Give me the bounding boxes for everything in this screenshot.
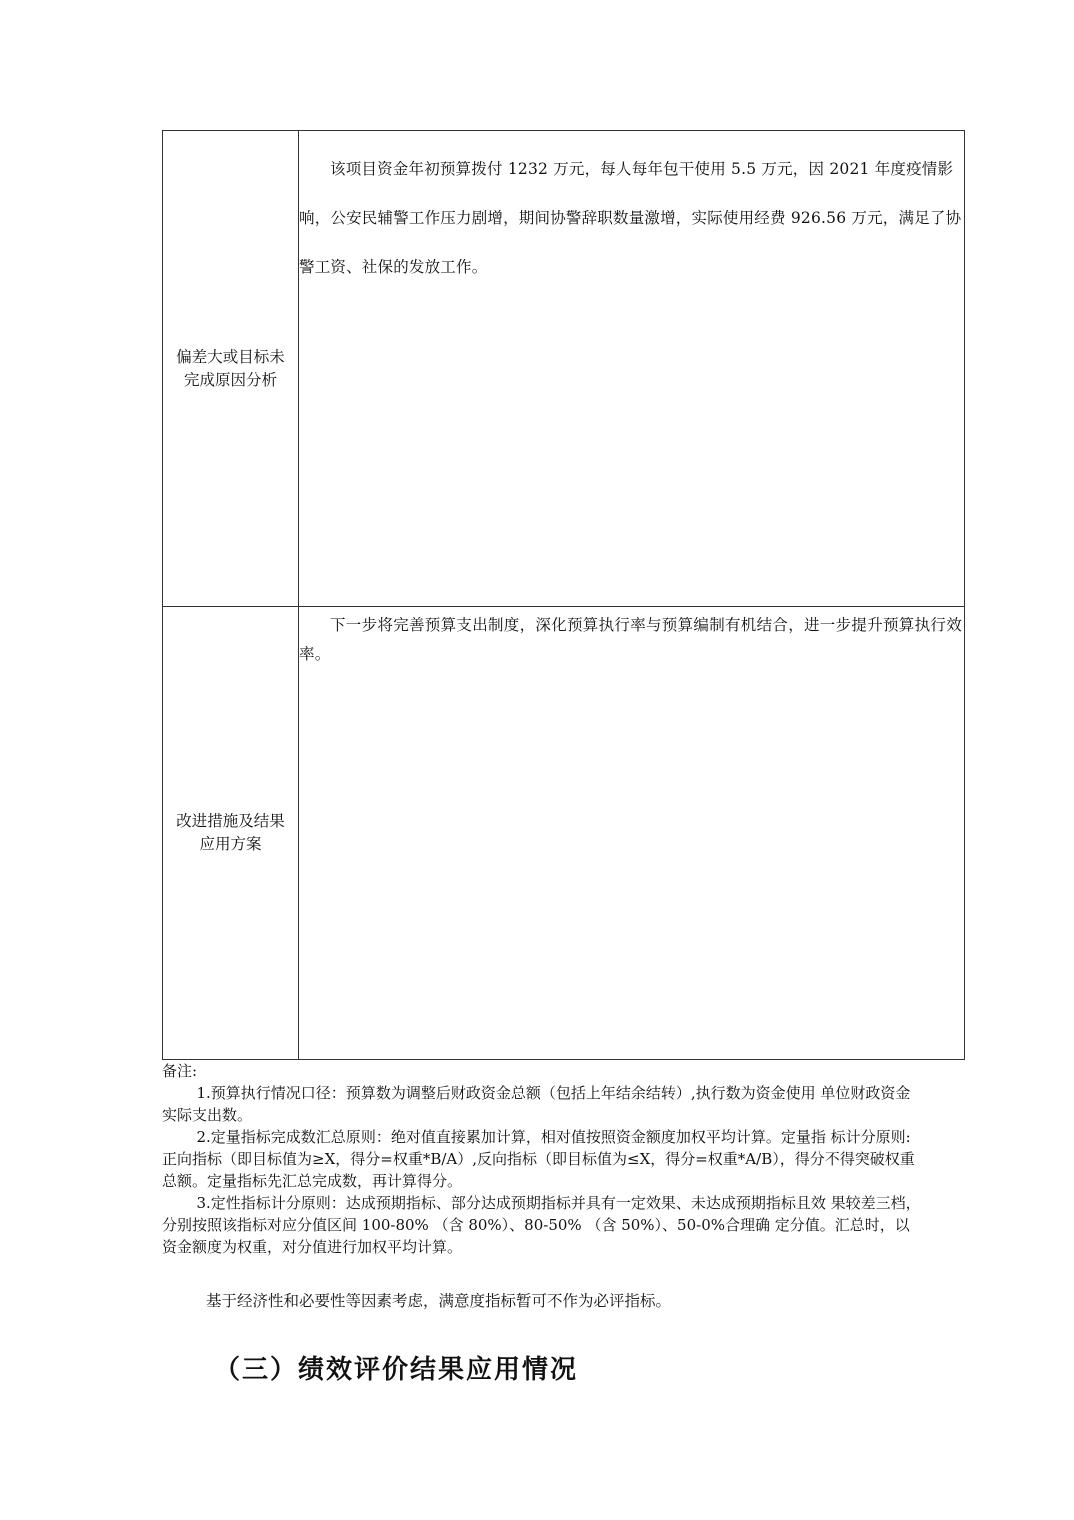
label-line: 改进措施及结果: [176, 812, 285, 830]
notes-title: 备注:: [162, 1062, 198, 1080]
improvement-measures-content: [299, 607, 965, 1060]
notes-section: [162, 1060, 922, 1258]
note-item-qualitative: 3.定性指标计分原则：达成预期指标、部分达成预期指标并具有一定效果、未达成预期指标且效 果较差三档，分别按照该指标对应分值区间 100-80% （含 80%）、80-50% （含 50%）、50-0%合理确 定分值。汇总时，以资金额度为权重，对分值进行加权平均计算。: [162, 1194, 921, 1256]
closing-paragraph: 基于经济性和必要性等因素考虑，满意度指标暂可不作为必评指标。: [206, 1292, 672, 1310]
improvement-measures-text: 下一步将完善预算支出制度，深化预算执行率与预算编制有机结合，进一步提升预算执行效率。: [299, 616, 963, 663]
label-line: 偏差大或目标未: [176, 347, 285, 366]
note-item-quantitative: 2.定量指标完成数汇总原则：绝对值直接累加计算，相对值按照资金额度加权平均计算。定量指 标计分原则:正向指标（即目标值为≥X，得分=权重*B/A）,反向指标（即目标值为≤X，得分=权重*A/B），得分不得突破权重总额。定量指标先汇总完成数，再计算得分。: [162, 1128, 915, 1190]
note-item-budget-caliber: 1.预算执行情况口径：预算数为调整后财政资金总额（包括上年结余结转）,执行数为资金使用 单位财政资金实际支出数。: [162, 1084, 911, 1124]
section-heading: （三）绩效评价结果应用情况: [214, 1355, 579, 1385]
row-label-deviation-analysis: [163, 131, 299, 607]
evaluation-table: [162, 130, 965, 1060]
row-label-improvement-measures: [163, 607, 299, 1060]
table-row: [163, 607, 965, 1060]
deviation-analysis-text: 该项目资金年初预算拨付 1232 万元，每人每年包干使用 5.5 万元，因 2021 年度疫情影响，公安民辅警工作压力剧增，期间协警辞职数量激增，实际使用经费 926.56 万元，满足了协警工资、社保的发放工作。: [299, 160, 962, 276]
label-line: 应用方案: [199, 835, 262, 853]
deviation-analysis-content: [299, 131, 965, 607]
label-line: 完成原因分析: [183, 370, 277, 389]
table-row: [163, 131, 965, 607]
